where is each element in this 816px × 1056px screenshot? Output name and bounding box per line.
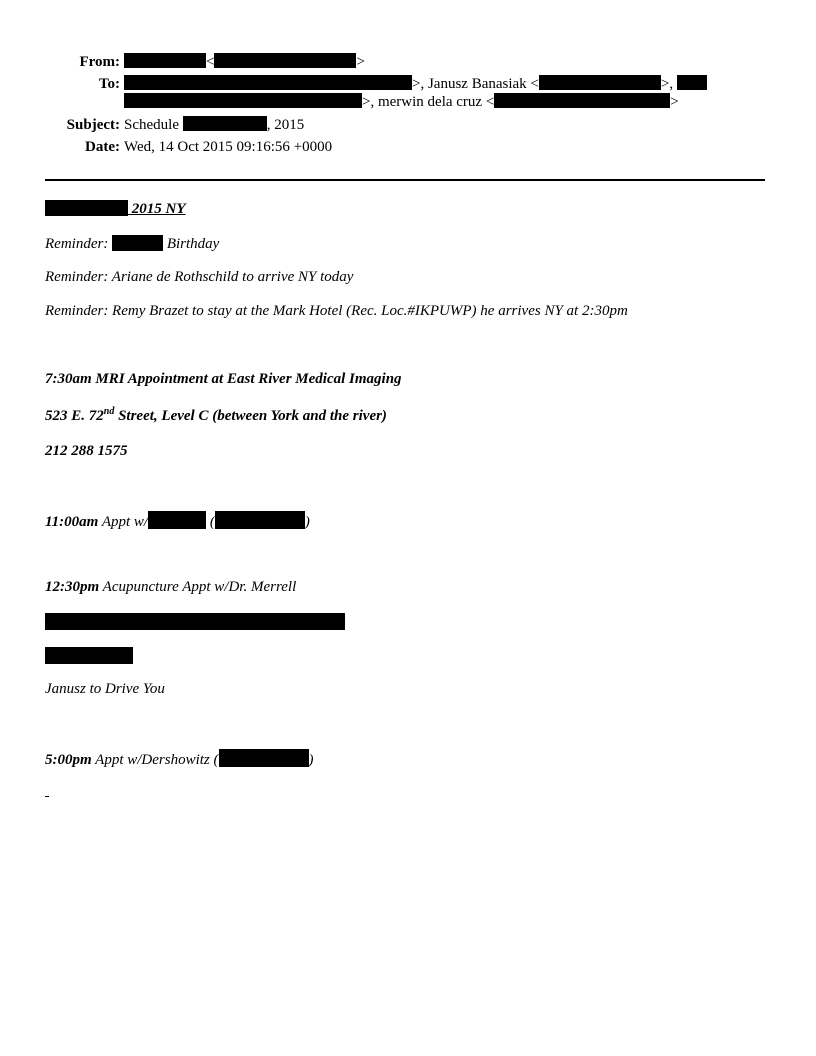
mri-phone: 212 288 1575	[45, 443, 128, 459]
mri-appointment: 7:30am MRI Appointment at East River Medical Imaging	[45, 371, 402, 387]
from-label: From:	[79, 54, 120, 70]
redaction-block	[45, 200, 128, 216]
appointment-1100: 11:00am Appt w/ ( )	[45, 511, 310, 531]
redaction-block	[219, 749, 309, 767]
schedule-title: 2015 NY	[45, 200, 186, 218]
reminder-hotel: Reminder: Remy Brazet to stay at the Mark Hotel (Rec. Loc.#IKPUWP) he arrives NY at 2:30pm	[45, 303, 628, 319]
appointment-0500: 5:00pm Appt w/Dershowitz ( )	[45, 749, 314, 769]
mri-address: 523 E. 72nd Street, Level C (between York and the river)	[45, 406, 387, 424]
redaction-block	[215, 511, 305, 529]
redaction-block	[112, 235, 163, 251]
to-value: >, Janusz Banasiak < >,	[124, 74, 707, 94]
appointment-1230: 12:30pm Acupuncture Appt w/Dr. Merrell	[45, 579, 297, 595]
redaction-block	[124, 93, 362, 108]
date-value: Wed, 14 Oct 2015 09:16:56 +0000	[124, 139, 333, 155]
to-value-continued: >, merwin dela cruz < >	[124, 92, 679, 112]
redaction-block	[494, 93, 670, 108]
from-value: < >	[124, 52, 365, 72]
redaction-block	[677, 75, 707, 90]
subject-value: Schedule , 2015	[124, 117, 305, 133]
subject-label: Subject:	[66, 117, 120, 133]
redaction-block	[45, 613, 345, 630]
redaction-block	[148, 511, 206, 529]
driver-note: Janusz to Drive You	[45, 681, 165, 697]
redaction-block	[183, 116, 267, 131]
trailing-mark	[45, 796, 49, 797]
redaction-block	[124, 53, 206, 68]
redaction-block	[45, 647, 133, 664]
redaction-block	[124, 75, 412, 90]
redaction-block	[539, 75, 661, 90]
redaction-block	[214, 53, 356, 68]
reminder-arrival: Reminder: Ariane de Rothschild to arrive NY today	[45, 269, 354, 285]
date-label: Date:	[85, 139, 120, 155]
header-divider	[45, 179, 765, 181]
to-label: To:	[98, 76, 120, 92]
reminder-birthday: Reminder: Birthday	[45, 236, 220, 252]
